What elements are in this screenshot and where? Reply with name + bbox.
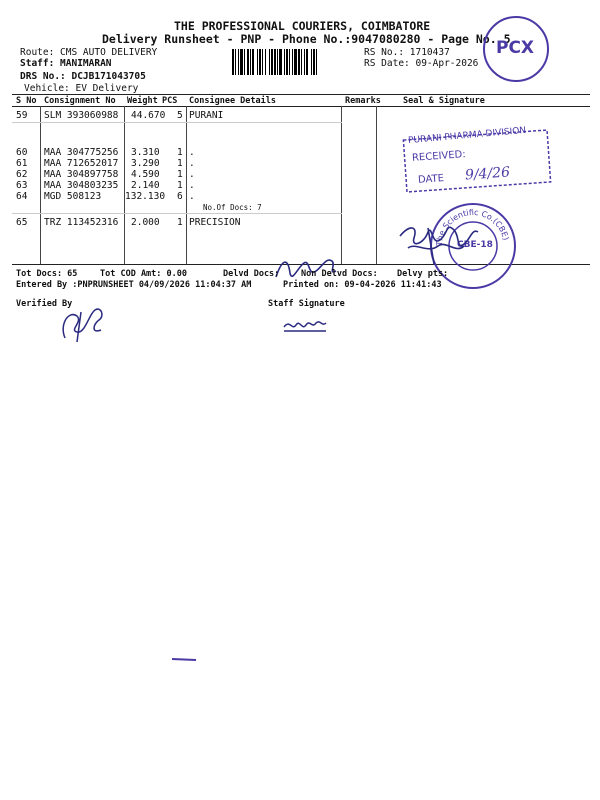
no-of-docs: No.Of Docs: 7 bbox=[203, 203, 262, 212]
total-cod-amount: Tot COD Amt: 0.00 bbox=[100, 269, 187, 279]
row-sno: 61 bbox=[16, 158, 28, 169]
col-consignment: Consignment No bbox=[44, 96, 116, 106]
row-weight: 2.140 bbox=[131, 180, 160, 191]
received-label: RECEIVED: bbox=[411, 149, 467, 164]
row-consignment: MGD 508123 bbox=[44, 191, 102, 202]
row-weight: 132.130 bbox=[125, 191, 166, 202]
col-seal: Seal & Signature bbox=[403, 96, 485, 106]
row-weight: 3.310 bbox=[131, 147, 160, 158]
barcode-bar bbox=[316, 49, 317, 75]
row-weight: 2.000 bbox=[131, 217, 160, 228]
row-pcs: 1 bbox=[177, 158, 183, 169]
row-consignee: . bbox=[189, 191, 195, 202]
row-pcs: 1 bbox=[177, 169, 183, 180]
row-sno: 64 bbox=[16, 191, 28, 202]
col-remarks: Remarks bbox=[345, 96, 381, 106]
row-pcs: 5 bbox=[177, 110, 183, 121]
table-header-rule bbox=[12, 106, 590, 107]
row-consignment: MAA 712652017 bbox=[44, 158, 119, 169]
col-divider bbox=[341, 106, 342, 264]
barcode-bar bbox=[294, 49, 297, 75]
row-consignee: . bbox=[189, 180, 195, 191]
barcode-bar bbox=[298, 49, 300, 75]
runsheet-subtitle: Delivery Runsheet - PNP - Phone No.:9047080280 - Page No. 5 bbox=[102, 32, 511, 46]
printed-on: Printed on: 09-04-2026 11:41:43 bbox=[283, 280, 442, 290]
row-sno: 59 bbox=[16, 110, 28, 121]
row-consignee: . bbox=[189, 147, 195, 158]
row-consignment: MAA 304775256 bbox=[44, 147, 119, 158]
verified-by-label: Verified By bbox=[16, 299, 73, 309]
date-value: 9/4/26 bbox=[464, 164, 511, 184]
barcode-bar bbox=[311, 49, 312, 75]
col-divider bbox=[186, 106, 187, 264]
delivery-points: Delvy pts: bbox=[397, 269, 449, 279]
col-divider bbox=[40, 106, 41, 264]
barcode-bar bbox=[265, 49, 266, 75]
company-title: THE PROFESSIONAL COURIERS, COIMBATORE bbox=[174, 19, 431, 33]
seal-ring-text: The Scientific Co.(CBE) bbox=[434, 207, 511, 247]
barcode-bar bbox=[244, 49, 245, 75]
row-sno: 60 bbox=[16, 147, 28, 158]
col-divider bbox=[376, 106, 377, 264]
row-pcs: 6 bbox=[177, 191, 183, 202]
row-weight: 3.290 bbox=[131, 158, 160, 169]
staff-signature bbox=[282, 313, 342, 337]
barcode-bar bbox=[240, 49, 243, 75]
barcode-bar bbox=[313, 49, 315, 75]
drs-label: DRS No.: DCJB171043705 bbox=[20, 71, 146, 82]
barcode-bar bbox=[292, 49, 293, 75]
row-consignee: . bbox=[189, 169, 195, 180]
barcode-bar bbox=[259, 49, 261, 75]
barcode-bar bbox=[238, 49, 239, 75]
delivered-docs: Delvd Docs: bbox=[223, 269, 280, 279]
barcode-bar bbox=[286, 49, 288, 75]
row-rule bbox=[12, 122, 342, 123]
row-consignment: SLM 393060988 bbox=[44, 110, 119, 121]
barcode-bar bbox=[271, 49, 273, 75]
barcode-bar bbox=[274, 49, 276, 75]
verifier-signature bbox=[55, 298, 125, 348]
barcode-bar bbox=[304, 49, 305, 75]
rs-date: RS Date: 09-Apr-2026 bbox=[364, 58, 479, 69]
row-consignment: MAA 304897758 bbox=[44, 169, 119, 180]
consignee-signature bbox=[398, 208, 518, 278]
barcode-bar bbox=[284, 49, 285, 75]
row-weight: 4.590 bbox=[131, 169, 160, 180]
pcx-stamp-text: PCX bbox=[496, 38, 535, 58]
barcode bbox=[232, 49, 362, 75]
barcode-bar bbox=[289, 49, 290, 75]
staff-label: Staff: MANIMARAN bbox=[20, 58, 112, 69]
barcode-bar bbox=[306, 49, 308, 75]
row-consignment: TRZ 113452316 bbox=[44, 217, 119, 228]
route-label: Route: CMS AUTO DELIVERY bbox=[20, 47, 158, 58]
row-consignment: MAA 304803235 bbox=[44, 180, 119, 191]
col-divider bbox=[124, 106, 125, 264]
row-rule bbox=[12, 213, 342, 214]
row-pcs: 1 bbox=[177, 217, 183, 228]
barcode-bar bbox=[252, 49, 254, 75]
barcode-bar bbox=[269, 49, 270, 75]
barcode-bar bbox=[250, 49, 251, 75]
row-consignee: PRECISION bbox=[189, 217, 241, 228]
col-sno: S No bbox=[16, 96, 37, 106]
date-label: DATE bbox=[417, 173, 445, 186]
col-consignee: Consignee Details bbox=[189, 96, 276, 106]
row-sno: 62 bbox=[16, 169, 28, 180]
row-pcs: 1 bbox=[177, 180, 183, 191]
entered-by: Entered By :PNPRUNSHEET 04/09/2026 11:04:37 AM bbox=[16, 280, 252, 290]
scan-mark bbox=[170, 655, 200, 663]
row-pcs: 1 bbox=[177, 147, 183, 158]
barcode-bar bbox=[247, 49, 249, 75]
table-top-rule bbox=[12, 94, 590, 95]
vehicle-label: Vehicle: EV Delivery bbox=[24, 83, 139, 94]
barcode-bar bbox=[235, 49, 236, 75]
barcode-bar bbox=[277, 49, 278, 75]
col-weight: Weight bbox=[127, 96, 158, 106]
row-sno: 63 bbox=[16, 180, 28, 191]
row-consignee: PURANI bbox=[189, 110, 224, 121]
barcode-bar bbox=[232, 49, 234, 75]
rs-number: RS No.: 1710437 bbox=[364, 47, 450, 58]
col-pcs: PCS bbox=[162, 96, 178, 106]
barcode-bar bbox=[301, 49, 302, 75]
barcode-bar bbox=[257, 49, 258, 75]
barcode-bar bbox=[279, 49, 282, 75]
non-delivered-docs: Non Delvd Docs: bbox=[301, 269, 378, 279]
row-consignee: . bbox=[189, 158, 195, 169]
row-sno: 65 bbox=[16, 217, 28, 228]
total-docs: Tot Docs: 65 bbox=[16, 269, 78, 279]
row-weight: 44.670 bbox=[131, 110, 166, 121]
barcode-bar bbox=[262, 49, 263, 75]
seal-center-text: CBE-18 bbox=[457, 240, 493, 250]
staff-signature-label: Staff Signature bbox=[268, 299, 345, 309]
purani-division-text: PURANI PHARMA DIVISION bbox=[407, 125, 527, 147]
